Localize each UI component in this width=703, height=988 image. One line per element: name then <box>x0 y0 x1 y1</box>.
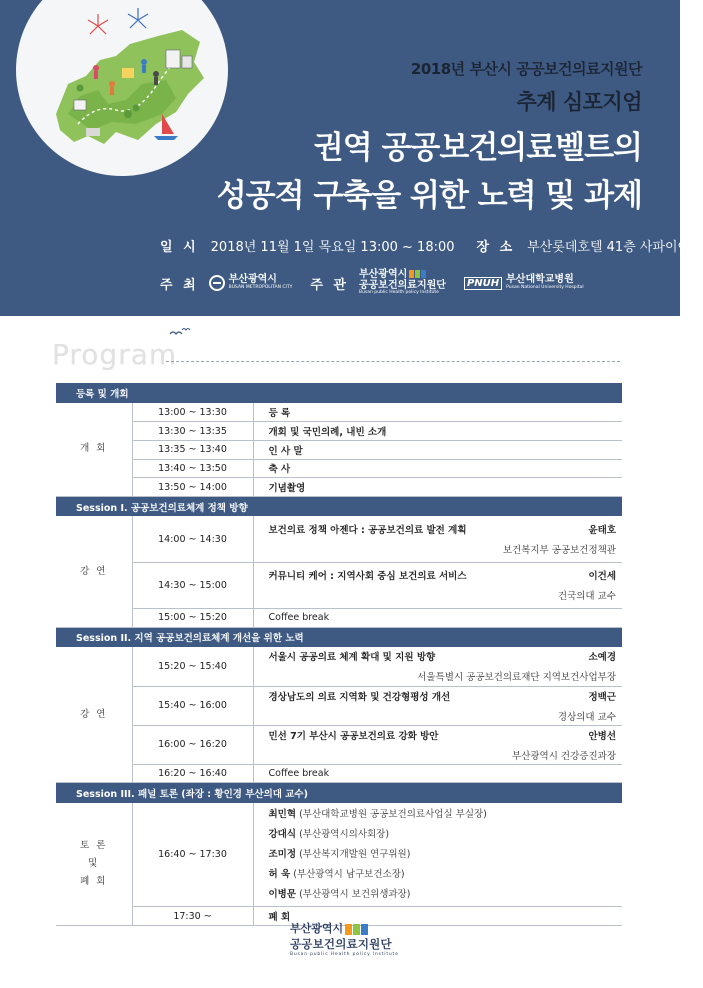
institute-logo-line1: 부산광역시 <box>358 269 408 281</box>
time-cell: 16:20 ~ 16:40 <box>132 764 253 783</box>
venue-value: 부산롯데호텔 41층 사파이어룸 <box>527 240 703 255</box>
panelist-name: 이병문 <box>268 888 297 900</box>
table-row <box>56 803 622 907</box>
institute-logo-sub: Busan public Health policy Institute <box>358 290 439 296</box>
section-title: Session II. 지역 공공보건의료체계 개선을 위한 노력 <box>56 627 622 647</box>
birds-icon <box>168 326 194 342</box>
pnuh-mark: PNUH <box>464 277 502 290</box>
event-title-line1: 권역 공공보건의료벨트의 <box>313 130 642 166</box>
program-table <box>56 383 622 926</box>
busan-map-illustration <box>16 0 228 176</box>
speaker-affiliation: 경상의대 교수 <box>557 711 616 723</box>
table-row <box>56 647 622 686</box>
speaker-name: 소예경 <box>588 652 616 664</box>
event-subtitle: 추계 심포지엄 <box>516 90 642 114</box>
talk-cell <box>253 725 622 764</box>
section-header <box>56 627 622 647</box>
table-row <box>56 562 622 608</box>
footer-logo-line1: 부산광역시 <box>290 922 344 935</box>
time-cell: 16:40 ~ 17:30 <box>132 803 253 907</box>
time-cell: 13:30 ~ 13:35 <box>132 422 253 441</box>
event-title-line2: 성공적 구축을 위한 노력 및 과제 <box>216 178 642 214</box>
date-label: 일 시 <box>160 240 199 255</box>
category-line: 토 론 <box>80 839 108 851</box>
panelist-name: 최민혁 <box>268 808 297 820</box>
section-header <box>56 783 622 803</box>
table-row <box>56 516 622 562</box>
event-info <box>160 236 703 255</box>
date-value: 2018년 11월 1일 목요일 13:00 ~ 18:00 <box>210 240 455 255</box>
speaker-name: 정백근 <box>588 691 616 703</box>
host-row <box>160 268 602 298</box>
category-cell: 강 연 <box>56 516 132 627</box>
panelist <box>269 805 617 825</box>
institute-logo <box>359 270 446 296</box>
busan-city-mark-icon <box>209 275 225 291</box>
pnuh-logo <box>464 275 584 290</box>
panelist-name: 허 욱 <box>268 868 291 880</box>
panelist-name: 강대식 <box>268 828 297 840</box>
talk-title: 민선 7기 부산시 공공보건의료 강화 방안 <box>268 730 439 742</box>
category-cell: 개 회 <box>56 403 132 496</box>
bhi-logo-icon <box>345 924 369 935</box>
table-row <box>56 725 622 764</box>
table-row <box>56 686 622 725</box>
table-row <box>56 459 622 478</box>
section-title: Session I. 공공보건의료체계 정책 방향 <box>56 496 622 516</box>
time-cell: 15:20 ~ 15:40 <box>132 647 253 686</box>
item-cell: 등 록 <box>253 403 622 422</box>
category-cell <box>56 803 132 926</box>
talk-title: 보건의료 정책 아젠다 : 공공보건의료 발전 계획 <box>268 525 467 537</box>
busan-city-logo <box>209 275 293 291</box>
time-cell: 13:35 ~ 13:40 <box>132 440 253 459</box>
item-cell: 폐 회 <box>253 907 622 926</box>
talk-cell <box>253 516 622 562</box>
item-cell: Coffee break <box>253 764 622 783</box>
organizer-label: 주 관 <box>310 277 349 293</box>
header-banner <box>0 0 703 316</box>
panelist-affiliation: (부산복지개발원 연구위원) <box>299 848 411 860</box>
time-cell: 17:30 ~ <box>132 907 253 926</box>
venue-label: 장 소 <box>476 240 516 255</box>
time-cell: 16:00 ~ 16:20 <box>132 725 253 764</box>
panelist-affiliation: (부산광역시의사회장) <box>299 828 390 840</box>
time-cell: 15:00 ~ 15:20 <box>132 608 253 627</box>
table-row <box>56 764 622 783</box>
institute-logo-line2: 공공보건의료지원단 <box>358 279 446 291</box>
footer-logo-line3: Busan public Health policy Institute <box>290 952 399 957</box>
item-cell: Coffee break <box>253 608 622 627</box>
panelist <box>269 885 617 905</box>
panelist <box>269 845 617 865</box>
time-cell: 14:00 ~ 14:30 <box>132 516 253 562</box>
item-cell: 개회 및 국민의례, 내빈 소개 <box>253 422 622 441</box>
speaker-affiliation: 부산광역시 건강증진과장 <box>512 750 616 762</box>
section-header <box>56 383 622 403</box>
time-cell: 14:30 ~ 15:00 <box>132 562 253 608</box>
table-row <box>56 608 622 627</box>
panelist-affiliation: (부산광역시 보건위생과장) <box>299 888 411 900</box>
panel-cell <box>253 803 622 907</box>
section-title: Session III. 패널 토론 (좌장 : 황인경 부산의대 교수) <box>56 783 622 803</box>
speaker-affiliation: 보건복지부 공공보건정책관 <box>502 545 616 557</box>
speaker-name: 윤태호 <box>588 525 616 537</box>
pnuh-logo-sub: Pusan National University Hospital <box>506 284 584 290</box>
busan-city-logo-text: 부산광역시 <box>228 274 277 286</box>
organizer-heading: 2018년 부산시 공공보건의료지원단 <box>410 60 642 78</box>
panelist-affiliation: (부산대학교병원 공공보건의료사업실 부실장) <box>299 808 487 820</box>
speaker-name: 이건세 <box>588 571 616 583</box>
panelist-affiliation: (부산광역시 남구보건소장) <box>293 868 405 880</box>
panelist-name: 조미정 <box>268 848 297 860</box>
item-cell: 인 사 말 <box>253 440 622 459</box>
time-cell: 15:40 ~ 16:00 <box>132 686 253 725</box>
item-cell: 축 사 <box>253 459 622 478</box>
section-title: 등록 및 개회 <box>56 383 622 403</box>
panelist <box>269 865 617 885</box>
category-cell: 강 연 <box>56 647 132 783</box>
talk-cell <box>253 647 622 686</box>
talk-cell <box>253 562 622 608</box>
bhi-mark-icon <box>409 270 427 278</box>
program-divider <box>166 361 620 362</box>
table-row <box>56 422 622 441</box>
time-cell: 13:40 ~ 13:50 <box>132 459 253 478</box>
footer-logo-line2: 공공보건의료지원단 <box>290 937 392 951</box>
speaker-affiliation: 서울특별시 공공보건의료재단 지역보건사업부장 <box>417 672 616 684</box>
item-cell: 기념촬영 <box>253 478 622 497</box>
category-line: 및 <box>88 857 100 869</box>
talk-title: 커뮤니티 케어 : 지역사회 중심 보건의료 서비스 <box>268 571 467 583</box>
speaker-affiliation: 건국의대 교수 <box>557 591 616 603</box>
time-cell: 13:50 ~ 14:00 <box>132 478 253 497</box>
table-row <box>56 440 622 459</box>
footer-logo <box>290 920 400 966</box>
category-line: 폐 회 <box>80 875 108 887</box>
speaker-name: 안병선 <box>588 730 616 742</box>
pnuh-logo-text: 부산대학교병원 <box>506 274 574 286</box>
talk-cell <box>253 686 622 725</box>
section-header <box>56 496 622 516</box>
program-heading: Program <box>52 338 178 371</box>
table-row <box>56 403 622 422</box>
table-row <box>56 478 622 497</box>
talk-title: 서울시 공공의료 체계 확대 및 지원 방향 <box>268 652 436 664</box>
panelist <box>269 825 617 845</box>
talk-title: 경상남도의 의료 지역화 및 건강형평성 개선 <box>268 691 451 703</box>
host-label: 주 최 <box>160 277 199 293</box>
busan-city-logo-sub: BUSAN METROPOLITAN CITY <box>228 284 293 290</box>
time-cell: 13:00 ~ 13:30 <box>132 403 253 422</box>
